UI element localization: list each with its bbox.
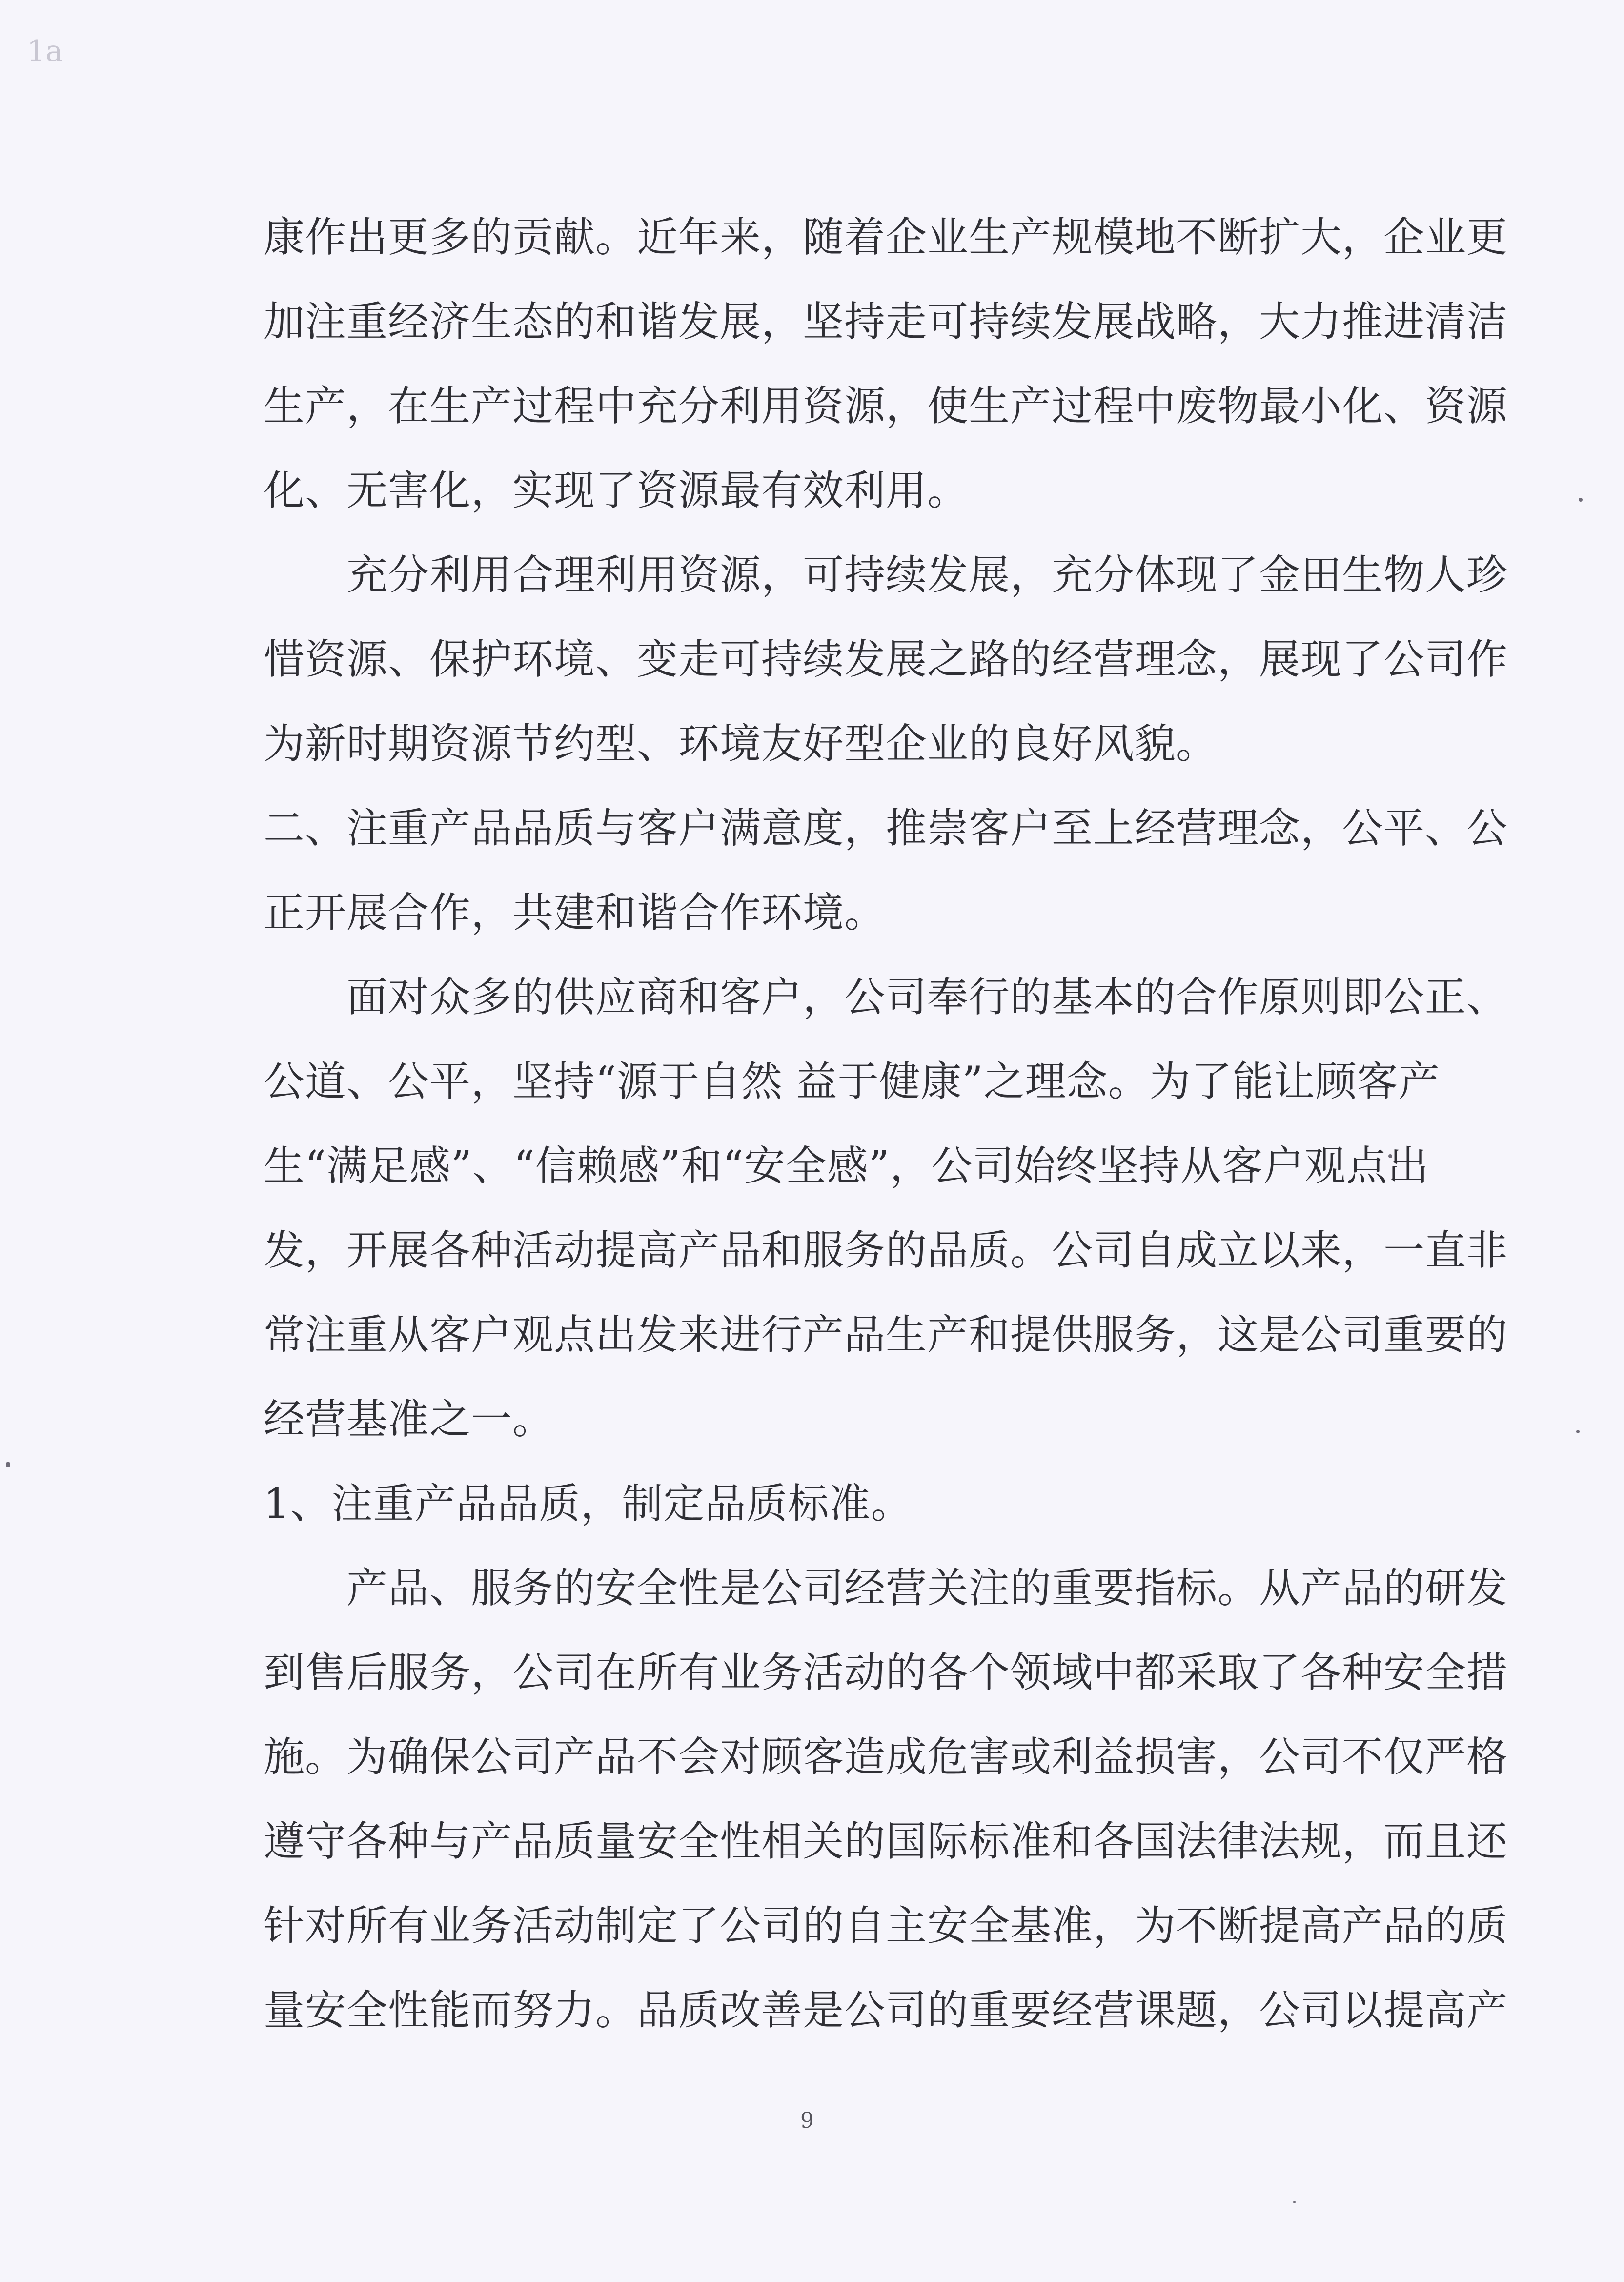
body-text xyxy=(264,195,1508,2053)
text-line: 化、无害化，实现了资源最有效利用。 xyxy=(264,467,969,514)
page-number: 9 xyxy=(800,2108,814,2133)
scan-speck xyxy=(1576,1430,1580,1433)
text-line: 产品、服务的安全性是公司经营关注的重要指标。从产品的研发 xyxy=(264,1564,1508,1612)
section-heading: 二、注重产品品质与客户满意度，推崇客户至上经营理念，公平、公 xyxy=(264,804,1508,852)
text-line: 发，开展各种活动提高产品和服务的品质。公司自成立以来，一直非 xyxy=(264,1226,1508,1274)
text-line: 量安全性能而努力。品质改善是公司的重要经营课题，公司以提高产 xyxy=(264,1986,1508,2034)
text-line: 遵守各种与产品质量安全性相关的国际标准和各国法律法规，而且还 xyxy=(264,1817,1508,1865)
text-line: 经营基准之一。 xyxy=(264,1395,554,1443)
text-line: 针对所有业务活动制定了公司的自主安全基准，为不断提高产品的质 xyxy=(264,1902,1508,1950)
text-line: 公道、公平，坚持“源于自然 益于健康”之理念。为了能让顾客产 xyxy=(264,1058,1440,1105)
corner-pencil-mark: 1a xyxy=(27,34,63,68)
scan-speck xyxy=(1293,2201,1296,2203)
text-line: 康作出更多的贡献。近年来，随着企业生产规模地不断扩大，企业更 xyxy=(264,213,1508,261)
text-line: 生产，在生产过程中充分利用资源，使生产过程中废物最小化、资源 xyxy=(264,382,1508,430)
section-heading: 正开展合作，共建和谐合作环境。 xyxy=(264,889,886,937)
text-line: 惜资源、保护环境、变走可持续发展之路的经营理念，展现了公司作 xyxy=(264,635,1508,683)
text-line: 充分利用合理利用资源，可持续发展，充分体现了金田生物人珍 xyxy=(264,551,1508,599)
scan-speck xyxy=(1579,498,1583,502)
text-line: 加注重经济生态的和谐发展，坚持走可持续发展战略，大力推进清洁 xyxy=(264,298,1508,346)
text-line: 到售后服务，公司在所有业务活动的各个领域中都采取了各种安全措 xyxy=(264,1649,1508,1696)
text-line: 为新时期资源节约型、环境友好型企业的良好风貌。 xyxy=(264,720,1218,768)
subsection-heading: 1、注重产品品质，制定品质标准。 xyxy=(264,1480,913,1528)
text-line: 生“满足感”、“信赖感”和“安全感”，公司始终坚持从客户观点出 xyxy=(264,1142,1429,1190)
text-line: 面对众多的供应商和客户，公司奉行的基本的合作原则即公正、 xyxy=(264,973,1508,1021)
text-line: 施。为确保公司产品不会对顾客造成危害或利益损害，公司不仅严格 xyxy=(264,1733,1508,1781)
scan-speck xyxy=(6,1462,10,1467)
text-line: 常注重从客户观点出发来进行产品生产和提供服务，这是公司重要的 xyxy=(264,1311,1508,1359)
